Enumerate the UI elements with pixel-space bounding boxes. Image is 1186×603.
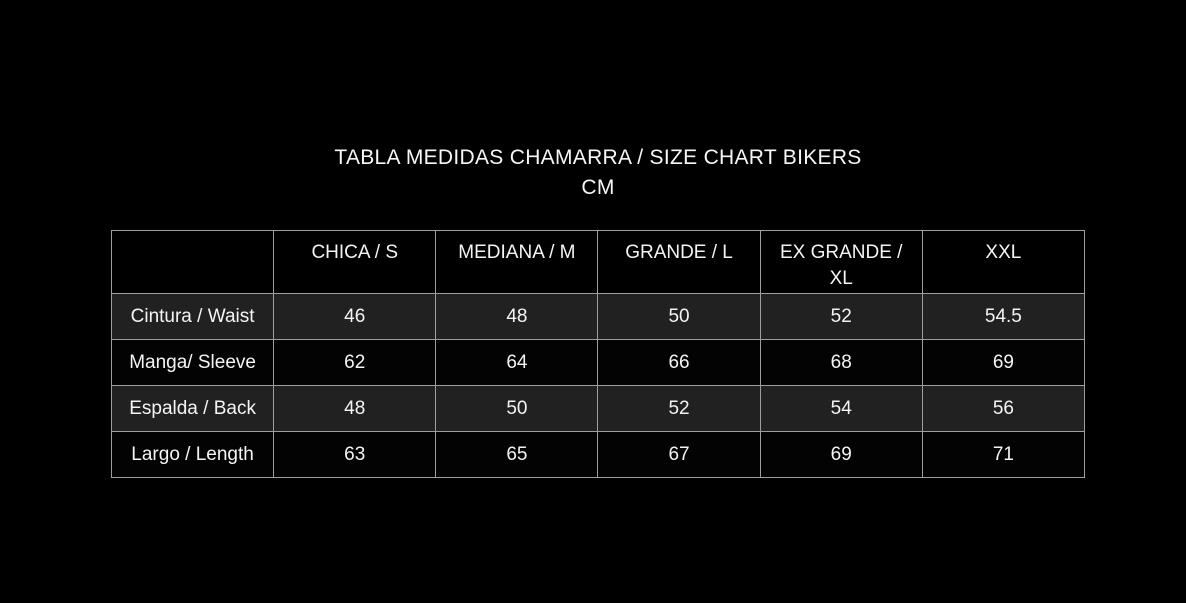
row-label: Cintura / Waist [112,294,274,340]
table-cell: 67 [598,432,760,478]
table-row-back [112,386,1085,432]
table-cell: 69 [922,340,1084,386]
table-cell: 54 [760,386,922,432]
table-cell: 71 [922,432,1084,478]
table-cell: 52 [760,294,922,340]
table-cell: 63 [274,432,436,478]
table-cell: 68 [760,340,922,386]
header-cell-ex-grande-xl: EX GRANDE / XL [760,231,922,294]
header-cell-grande-l: GRANDE / L [598,231,760,294]
header-cell-chica-s: CHICA / S [274,231,436,294]
page-title-line1: TABLA MEDIDAS CHAMARRA / SIZE CHART BIKERS [334,146,862,169]
table-cell: 50 [436,386,598,432]
size-chart-table [111,230,1085,478]
table-cell: 46 [274,294,436,340]
header-cell-mediana-m: MEDIANA / M [436,231,598,294]
table-cell: 56 [922,386,1084,432]
page-title [111,143,1085,203]
table-cell: 62 [274,340,436,386]
row-label: Manga/ Sleeve [112,340,274,386]
table-cell: 48 [274,386,436,432]
row-label: Largo / Length [112,432,274,478]
table-cell: 50 [598,294,760,340]
table-cell: 52 [598,386,760,432]
table-row-length [112,432,1085,478]
table-cell: 65 [436,432,598,478]
table-cell: 54.5 [922,294,1084,340]
page-title-unit: CM [581,176,615,199]
table-cell: 69 [760,432,922,478]
table-row-waist [112,294,1085,340]
header-cell-blank [112,231,274,294]
header-cell-xxl: XXL [922,231,1084,294]
table-cell: 64 [436,340,598,386]
header-row [112,231,1085,294]
table-cell: 66 [598,340,760,386]
table-row-sleeve [112,340,1085,386]
row-label: Espalda / Back [112,386,274,432]
table-cell: 48 [436,294,598,340]
